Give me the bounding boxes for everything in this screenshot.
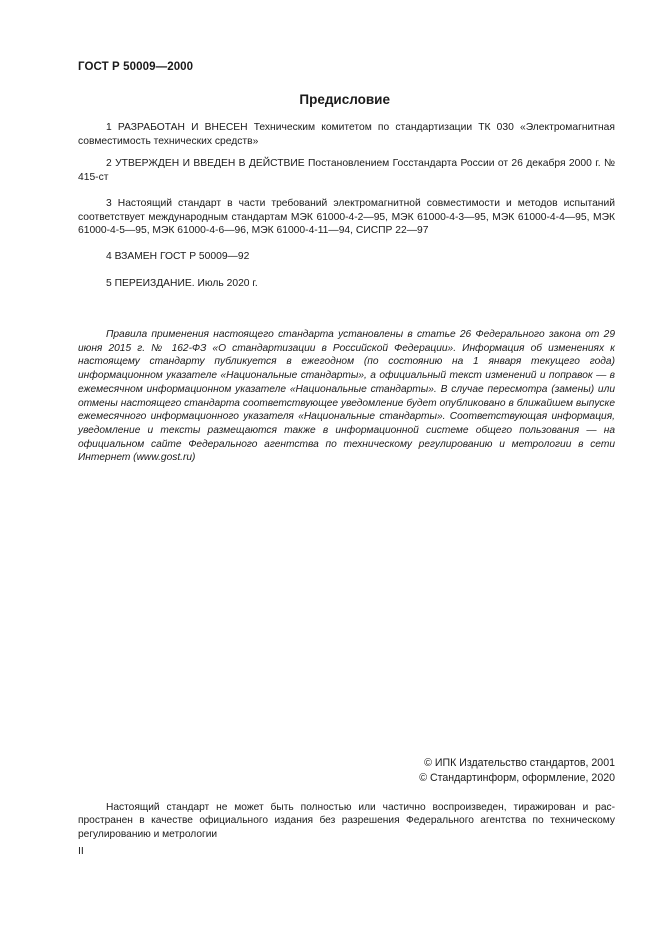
foreword-heading: Предисловие (299, 92, 390, 107)
paragraph-4: 4 ВЗАМЕН ГОСТ Р 50009—92 (106, 251, 250, 262)
paragraph-2: 2 УТВЕРЖДЕН И ВВЕДЕН В ДЕЙСТВИЕ Постановлением Госстандарта России от 26 декабря 2000 г. № 415-ст (78, 158, 615, 183)
page-number: II (78, 845, 84, 857)
application-notice: Правила применения настоящего стандарта установлены в статье 26 Федерального закона от 29 июня 2015 г. № 162-ФЗ «О стандартизации в Российской Федерации». Информация об изменениях к настоящему стандарту публикуется в ежегодном (по состоянию на 1 января текущего года) информационном указателе «Национальные стандарты», а официальный текст изменений и поправок — в ежемесячном информационном указателе «Национальные стандарты». В случае пересмотра (замены) или отмены настоящего стандарта соответствующее уведомление будет опубликовано в ближайшем выпуске ежемесячного информационного указателя «Национальные стандарты». Соответствующая информация, уведомление и тексты размещаются также в информационной системе общего пользования — на официальном сайте Федерального агентства по техническому регулированию и метрологии в сети Интернет (www.gost.ru) (78, 329, 615, 464)
paragraph-3: 3 Настоящий стандарт в части требований электромагнитной совместимости и методов испытаний соответствует международным стандартам МЭК 61000-4-2—95, МЭК 61000-4-3—95, МЭК 61000-4-4—95, МЭК 61000-4-5—95, МЭК 61000-4-6—96, МЭК 61000-4-11—94, СИСПР 22—97 (78, 198, 615, 237)
paragraph-1: 1 РАЗРАБОТАН И ВНЕСЕН Техническим комитетом по стандартизации ТК 030 «Электромагнитная совместимость технических средств» (78, 122, 615, 147)
page-title (78, 92, 617, 107)
reproduction-notice: Настоящий стандарт не может быть полностью или частично воспроизведен, тиражирован и распространен в качестве официального издания без разрешения Федерального агентства по техническому регулированию и метрологии (78, 802, 615, 840)
copyright-line-2: © Стандартинформ, оформление, 2020 (419, 772, 615, 784)
divider (78, 784, 615, 785)
paragraph-5: 5 ПЕРЕИЗДАНИЕ. Июль 2020 г. (106, 278, 258, 289)
document-code: ГОСТ Р 50009—2000 (78, 61, 194, 73)
copyright-line-1: © ИПК Издательство стандартов, 2001 (424, 757, 615, 769)
